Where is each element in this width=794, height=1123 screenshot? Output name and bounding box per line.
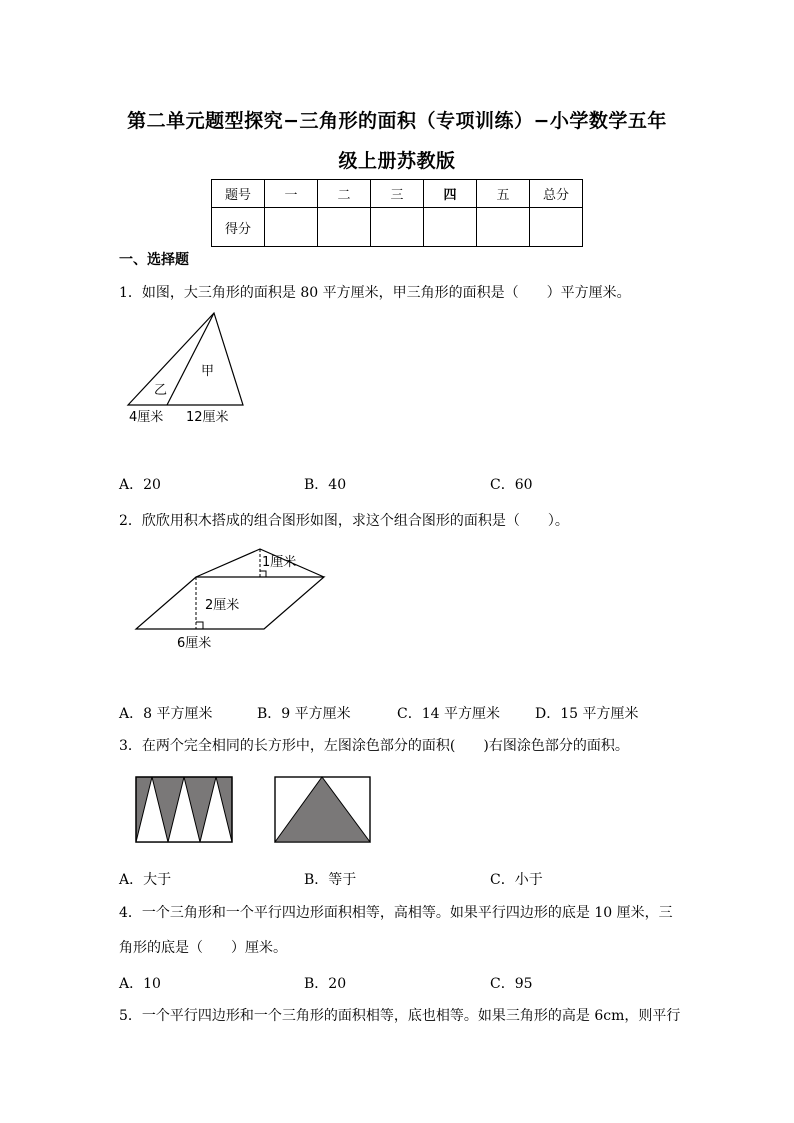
q2-option-d[interactable]: D．15 平方厘米 <box>535 706 639 722</box>
label-height: 2厘米 <box>205 598 240 613</box>
score-header-cell: 总分 <box>530 180 583 208</box>
label-yi: 乙 <box>154 383 168 398</box>
section-heading: 一、选择题 <box>119 252 189 268</box>
label-base-right: 12厘米 <box>186 410 229 425</box>
score-header-cell: 三 <box>371 180 424 208</box>
q3-option-b[interactable]: B．等于 <box>304 872 357 888</box>
q2-option-a[interactable]: A．8 平方厘米 <box>119 706 213 722</box>
score-row-label: 得分 <box>212 208 265 247</box>
label-jia: 甲 <box>201 364 215 379</box>
score-header-cell: 五 <box>477 180 530 208</box>
q3-option-c[interactable]: C．小于 <box>490 872 543 888</box>
question-4-text-line1: 4．一个三角形和一个平行四边形面积相等，高相等。如果平行四边形的底是 10 厘米，三 <box>119 905 673 921</box>
question-4-text-line2: 角形的底是（ ）厘米。 <box>119 940 287 956</box>
q1-option-c[interactable]: C．60 <box>490 477 533 493</box>
question-1-text: 1．如图，大三角形的面积是 80 平方厘米，甲三角形的面积是（ ）平方厘米。 <box>119 285 631 301</box>
q4-option-c[interactable]: C．95 <box>490 976 533 992</box>
question-3-text: 3．在两个完全相同的长方形中，左图涂色部分的面积( )右图涂色部分的面积。 <box>119 738 629 754</box>
question-2-text: 2．欣欣用积木搭成的组合图形如图，求这个组合图形的面积是（ ）。 <box>119 513 569 529</box>
label-base-left: 4厘米 <box>129 410 164 425</box>
q3-option-a[interactable]: A．大于 <box>119 872 172 888</box>
left-rectangle-figure <box>136 777 232 842</box>
q1-option-a[interactable]: A．20 <box>119 477 161 493</box>
q4-option-b[interactable]: B．20 <box>304 976 347 992</box>
question-5-text: 5．一个平行四边形和一个三角形的面积相等，底也相等。如果三角形的高是 6cm，则平行 <box>119 1008 681 1024</box>
q4-option-a[interactable]: A．10 <box>119 976 161 992</box>
q1-option-b[interactable]: B．40 <box>304 477 347 493</box>
label-small-height: 1厘米 <box>262 555 297 570</box>
q2-option-c[interactable]: C．14 平方厘米 <box>397 706 500 722</box>
page-title-line1: 第二单元题型探究−三角形的面积（专项训练）−小学数学五年 <box>127 110 667 132</box>
page-title-line2: 级上册苏教版 <box>338 150 456 172</box>
label-base: 6厘米 <box>177 636 212 651</box>
q2-option-b[interactable]: B．9 平方厘米 <box>257 706 351 722</box>
score-header-cell: 四 <box>424 180 477 208</box>
right-rectangle-figure <box>275 777 370 842</box>
score-header-cell: 一 <box>265 180 318 208</box>
score-header-cell: 题号 <box>212 180 265 208</box>
score-header-cell: 二 <box>318 180 371 208</box>
